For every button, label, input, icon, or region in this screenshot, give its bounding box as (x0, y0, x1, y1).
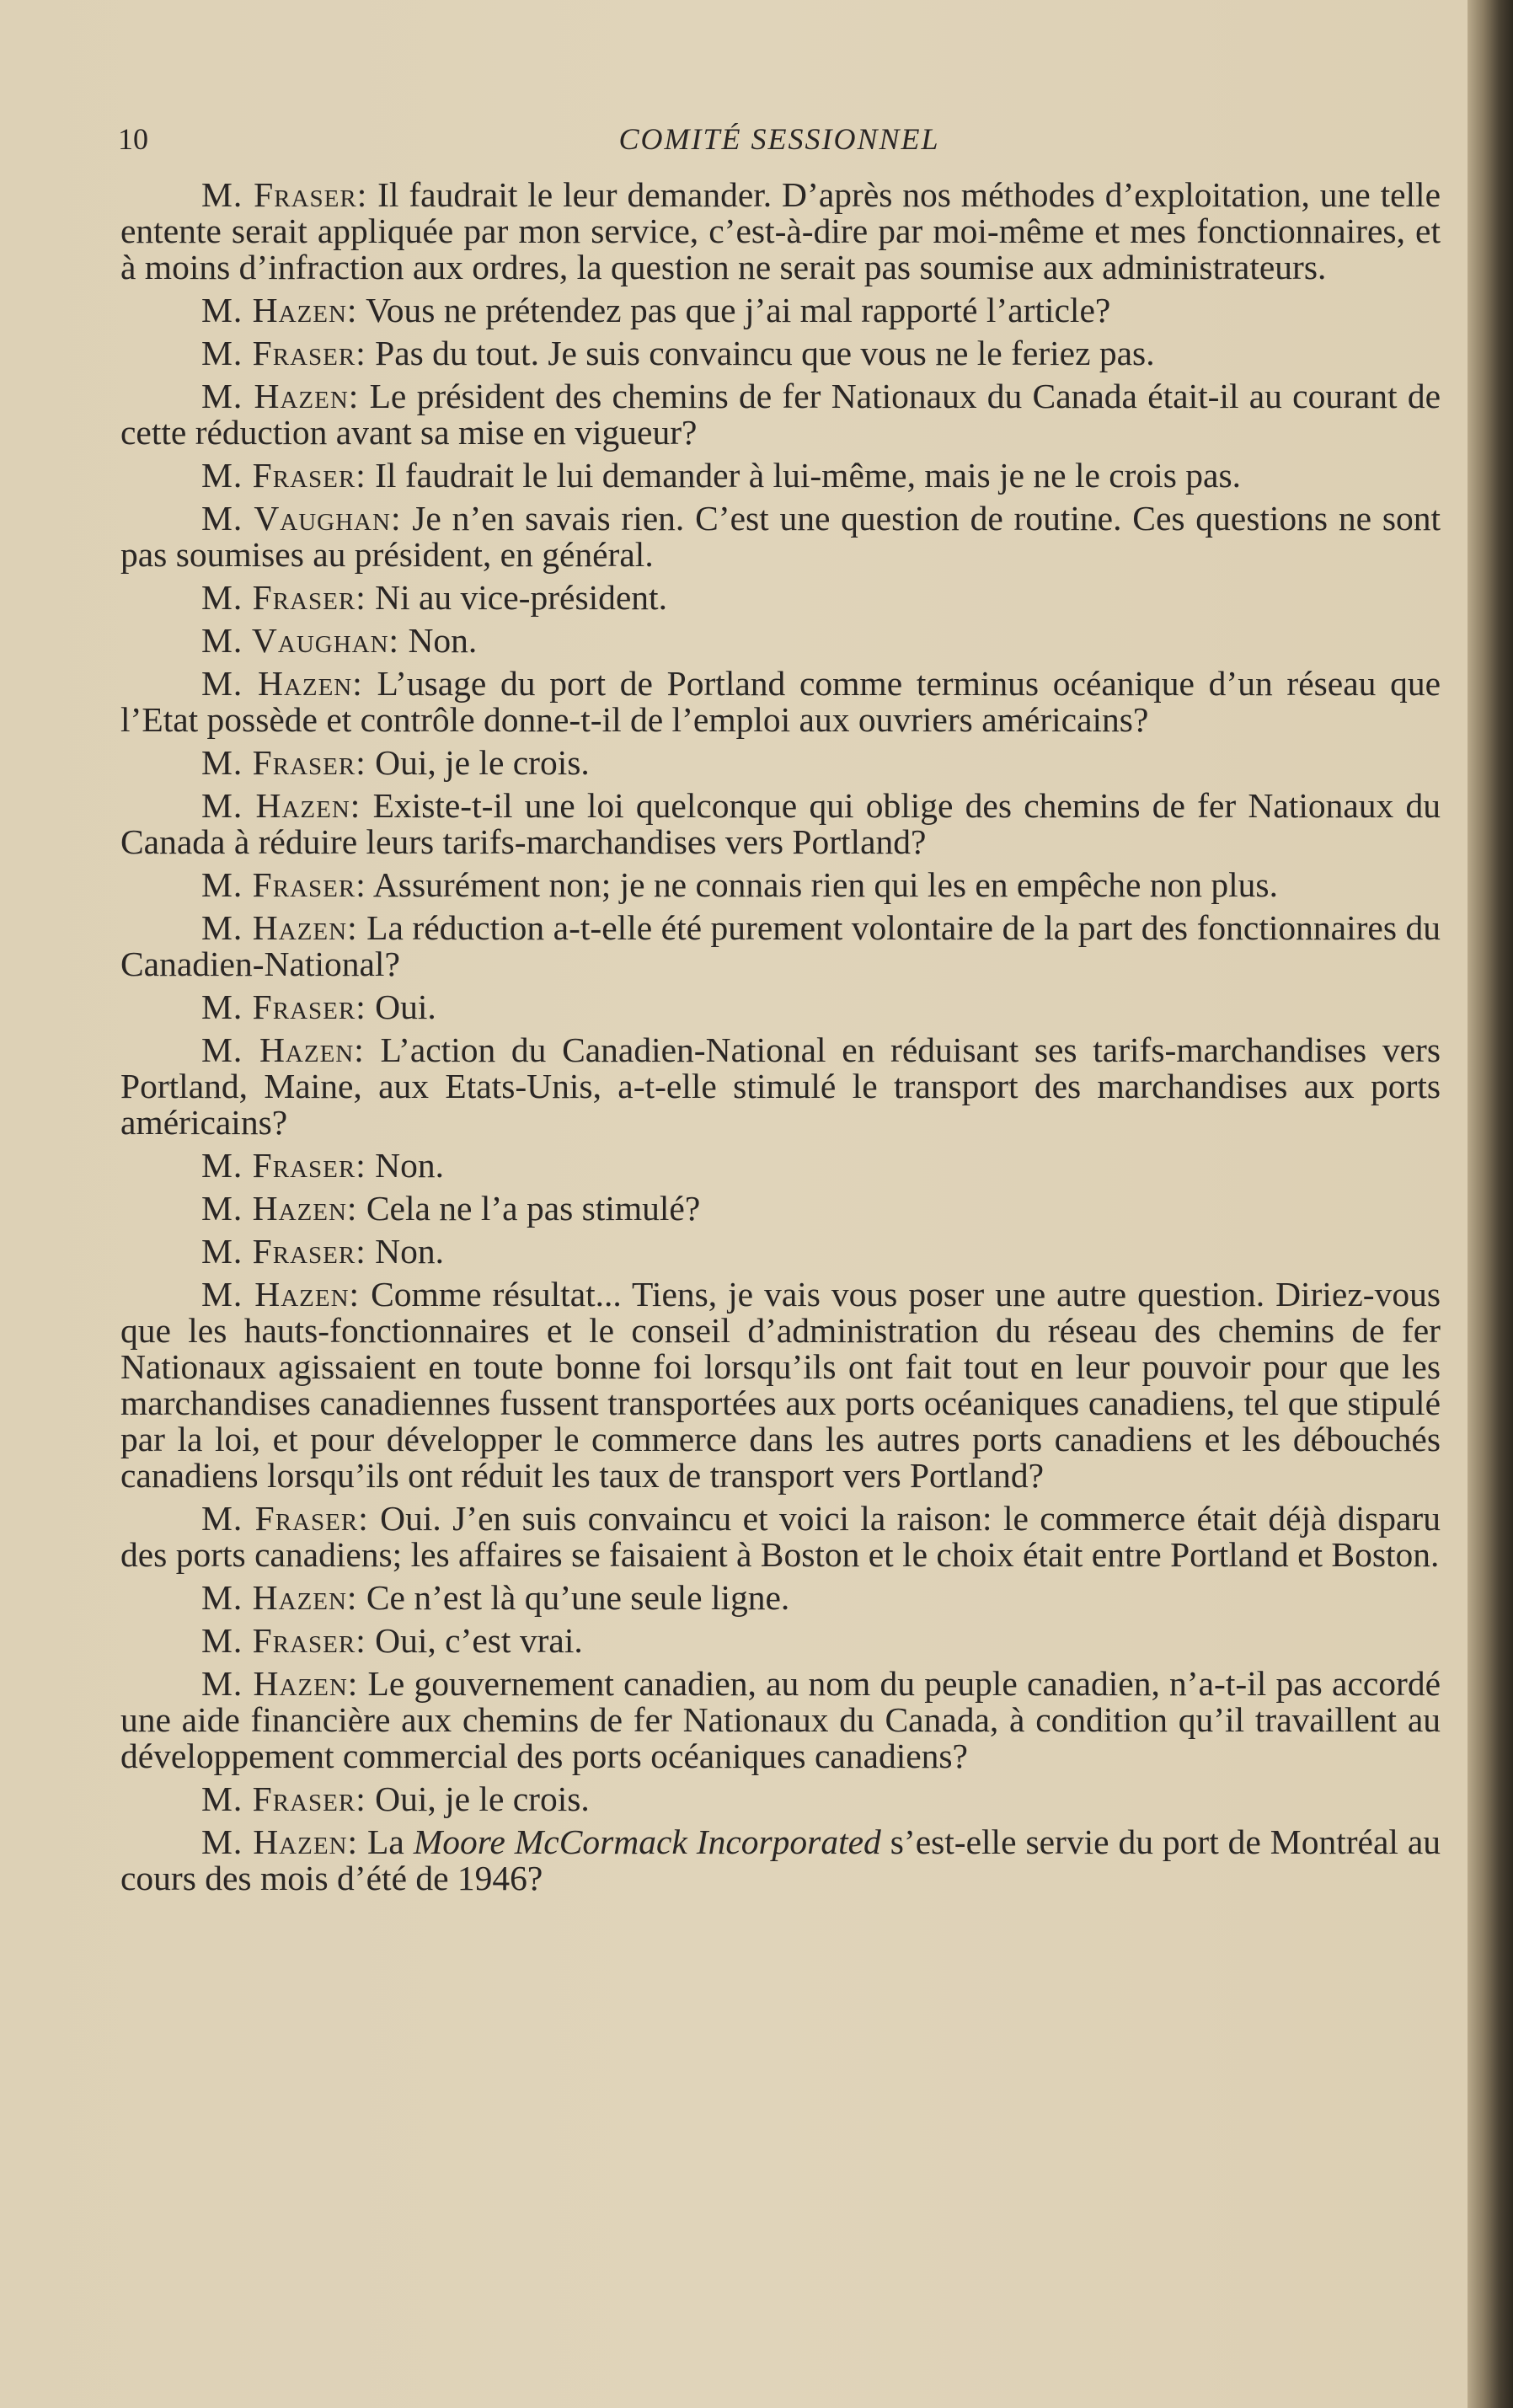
speaker-name: M. Fraser: (201, 1146, 366, 1185)
speaker-name: M. Hazen: (201, 1822, 359, 1861)
paragraph (120, 1276, 1441, 1494)
paragraph (120, 335, 1441, 372)
speaker-name: M. Fraser: (201, 456, 366, 495)
paragraph (120, 666, 1441, 738)
speech-text: Oui, je le crois. (375, 743, 590, 782)
paragraph (120, 788, 1441, 860)
speech-text: Ce n’est là qu’une seule ligne. (366, 1578, 790, 1617)
speaker-name: M. Hazen: (201, 1664, 359, 1703)
speaker-name: M. Fraser: (201, 334, 366, 372)
page-header (118, 118, 1441, 160)
paragraph (120, 867, 1441, 903)
speaker-name: M. Fraser: (201, 1779, 366, 1818)
speaker-name: M. Hazen: (201, 377, 360, 415)
paragraph (120, 1233, 1441, 1270)
speech-text-after: s’est-elle servie du port de Montréal au cours des mois d’été de 1946? (120, 1822, 1441, 1897)
speaker-name: M. Hazen: (201, 908, 358, 947)
speaker-name: M. Hazen: (201, 291, 358, 329)
paragraph (120, 378, 1441, 451)
speaker-name: M. Hazen: (201, 1189, 358, 1228)
paragraph (120, 500, 1441, 573)
speaker-name: M. Hazen: (201, 664, 363, 703)
paragraph (120, 1824, 1441, 1897)
paragraph (120, 1666, 1441, 1774)
paragraph (120, 1623, 1441, 1659)
speaker-name: M. Vaughan: (201, 621, 400, 660)
page-number: 10 (118, 122, 148, 156)
speech-text: Le gouvernement canadien, au nom du peuple canadien, n’a-t-il pas accordé une aide financière aux chemins de fer Nationaux du Canada, à condition qu’il travaillent au développement commercial des ports océaniques canadiens? (120, 1664, 1441, 1775)
speech-text: Non. (375, 1146, 444, 1185)
speech-text: Oui. (375, 987, 436, 1026)
paragraph (120, 1580, 1441, 1616)
speech-text: Oui, je le crois. (375, 1779, 590, 1818)
speech-text: Il faudrait le leur demander. D’après nos méthodes d’exploitation, une telle entente serait appliquée par mon service, c’est-à-dire par moi-même et mes fonctionnaires, et à moins d’infraction aux ordres, la question ne serait pas soumise aux administrateurs. (120, 175, 1441, 286)
paragraph (120, 580, 1441, 616)
speaker-name: M. Fraser: (201, 1621, 366, 1660)
speech-text: Cela ne l’a pas stimulé? (366, 1189, 701, 1228)
speaker-name: M. Hazen: (201, 1578, 358, 1617)
speaker-name: M. Vaughan: (201, 499, 402, 538)
paragraph (120, 910, 1441, 982)
speaker-name: M. Fraser: (201, 578, 366, 617)
speech-text: La réduction a-t-elle été purement volontaire de la part des fonctionnaires du Canadien-National? (120, 908, 1441, 983)
speech-text: Il faudrait le lui demander à lui-même, mais je ne le crois pas. (375, 456, 1242, 495)
paragraph (120, 1501, 1441, 1573)
paragraph (120, 177, 1441, 286)
book-gutter (1468, 0, 1513, 2408)
speech-text: Pas du tout. Je suis convaincu que vous ne le feriez pas. (375, 334, 1155, 372)
speaker-name: M. Fraser: (201, 175, 368, 214)
paragraph (120, 292, 1441, 329)
speaker-name: M. Fraser: (201, 1232, 366, 1271)
paragraph (120, 623, 1441, 659)
speaker-name: M. Fraser: (201, 1499, 369, 1538)
speech-text: Comme résultat... Tiens, je vais vous poser une autre question. Diriez-vous que les hauts-fonctionnaires et le conseil d’administration du réseau des chemins de fer Nationaux agissaient en toute bonne foi lorsqu’ils ont fait tout en leur pouvoir pour que les marchandises canadiennes fussent transportées aux ports océaniques canadiens, tel que stipulé par la loi, et pour développer le commerce dans les autres ports canadiens et les débouchés canadiens lorsqu’ils ont réduit les taux de transport vers Portland? (120, 1275, 1441, 1495)
speech-text: Oui. J’en suis convaincu et voici la raison: le commerce était déjà disparu des ports canadiens; les affaires se faisaient à Boston et le choix était entre Portland et Boston. (120, 1499, 1441, 1574)
speech-text: L’action du Canadien-National en réduisant ses tarifs-marchandises vers Portland, Maine, aux Etats-Unis, a-t-elle stimulé le transport des marchandises aux ports américains? (120, 1030, 1441, 1142)
paragraph (120, 1148, 1441, 1184)
company-name: Moore McCormack Incorporated (413, 1822, 881, 1861)
speaker-name: M. Hazen: (201, 1030, 365, 1069)
speech-text: Oui, c’est vrai. (375, 1621, 583, 1660)
paragraph (120, 1781, 1441, 1817)
speech-text: Je n’en savais rien. C’est une question de routine. Ces questions ne sont pas soumises au président, en général. (120, 499, 1441, 574)
speaker-name: M. Hazen: (201, 1275, 361, 1314)
speech-text: Le président des chemins de fer Nationaux du Canada était-il au courant de cette réduction avant sa mise en vigueur? (120, 377, 1441, 452)
running-title: COMITÉ SESSIONNEL (618, 122, 940, 156)
speaker-name: M. Fraser: (201, 743, 366, 782)
speaker-name: M. Hazen: (201, 786, 361, 825)
paragraph (120, 1191, 1441, 1227)
speech-text: Assurément non; je ne connais rien qui les en empêche non plus. (372, 865, 1278, 904)
speaker-name: M. Fraser: (201, 865, 366, 904)
paragraph (120, 989, 1441, 1025)
speech-text: Non. (408, 621, 478, 660)
paragraph (120, 458, 1441, 494)
speech-text: L’usage du port de Portland comme terminus océanique d’un réseau que l’Etat possède et contrôle donne-t-il de l’emploi aux ouvriers américains? (120, 664, 1441, 739)
speech-text-before: La (366, 1822, 404, 1861)
speech-text: Existe-t-il une loi quelconque qui oblige des chemins de fer Nationaux du Canada à réduire leurs tarifs-marchandises vers Portland? (120, 786, 1441, 861)
speech-text: Ni au vice-président. (375, 578, 667, 617)
speech-text: Non. (375, 1232, 444, 1271)
transcript-body (120, 177, 1441, 1903)
speech-text: Vous ne prétendez pas que j’ai mal rapporté l’article? (366, 291, 1111, 329)
paragraph (120, 745, 1441, 781)
paragraph (120, 1032, 1441, 1141)
speaker-name: M. Fraser: (201, 987, 366, 1026)
